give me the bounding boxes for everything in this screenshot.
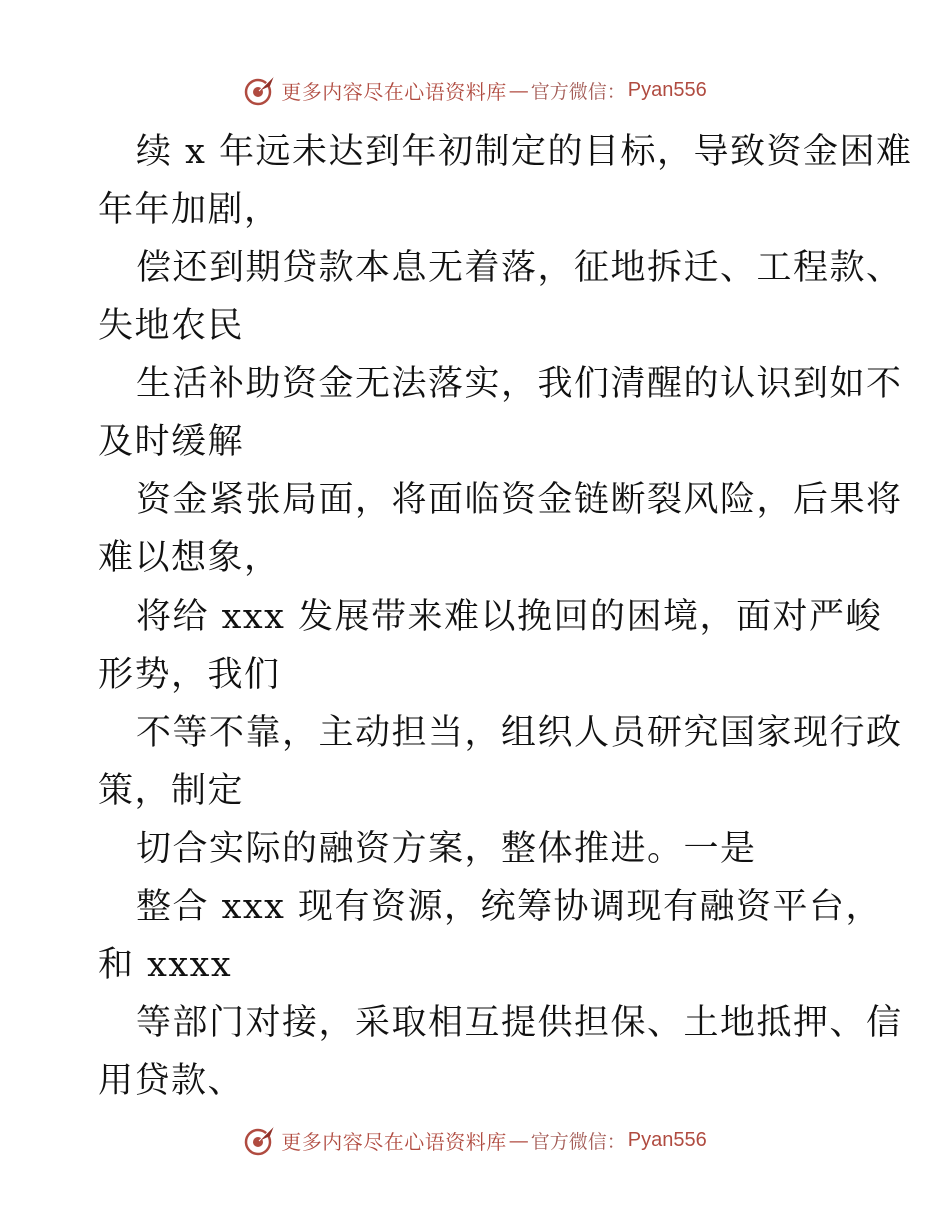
- watermark-wechat-label: 官方微信：: [530, 80, 626, 103]
- paragraph-line: 偿还到期贷款本息无着落，征地拆迁、工程款、: [136, 248, 903, 288]
- watermark-text: 更多内容尽在心语资料库: [281, 79, 507, 104]
- paragraph-line: 年年加剧，: [98, 190, 281, 230]
- paragraph-line: 切合实际的融资方案，整体推进。一是: [136, 829, 757, 869]
- watermark-wechat-id: Pyan556: [627, 1128, 707, 1151]
- quill-pen-icon: [243, 73, 277, 107]
- watermark-text: 更多内容尽在心语资料库: [281, 1129, 507, 1154]
- quill-pen-icon: [243, 1123, 277, 1157]
- paragraph-line: 生活补助资金无法落实，我们清醒的认识到如不: [136, 364, 903, 404]
- paragraph-line: 整合 xxx 现有资源，统筹协调现有融资平台，: [136, 887, 882, 927]
- paragraph-line: 形势，我们: [98, 655, 281, 695]
- paragraph-line: 及时缓解: [98, 422, 245, 462]
- paragraph-line: 资金紧张局面，将面临资金链断裂风险，后果将: [136, 480, 903, 520]
- watermark-wechat-id: Pyan556: [627, 78, 707, 101]
- watermark-dash: —: [508, 1128, 529, 1152]
- watermark-dash: —: [508, 78, 529, 102]
- paragraph-line: 失地农民: [98, 306, 245, 346]
- paragraph-line: 将给 xxx 发展带来难以挽回的困境，面对严峻: [136, 597, 882, 637]
- footer-watermark: [0, 1120, 950, 1160]
- watermark-wechat-label: 官方微信：: [530, 1130, 626, 1153]
- paragraph-line: 用贷款、: [98, 1061, 245, 1101]
- paragraph-line: 难以想象，: [98, 538, 281, 578]
- paragraph-line: 不等不靠，主动担当，组织人员研究国家现行政: [136, 713, 903, 753]
- header-watermark: [0, 70, 950, 110]
- paragraph-line: 策，制定: [98, 771, 245, 811]
- paragraph-line: 和 xxxx: [98, 945, 233, 985]
- paragraph-line: 续 x 年远未达到年初制定的目标，导致资金困难: [136, 132, 913, 172]
- paragraph-line: 等部门对接，采取相互提供担保、土地抵押、信: [136, 1003, 903, 1043]
